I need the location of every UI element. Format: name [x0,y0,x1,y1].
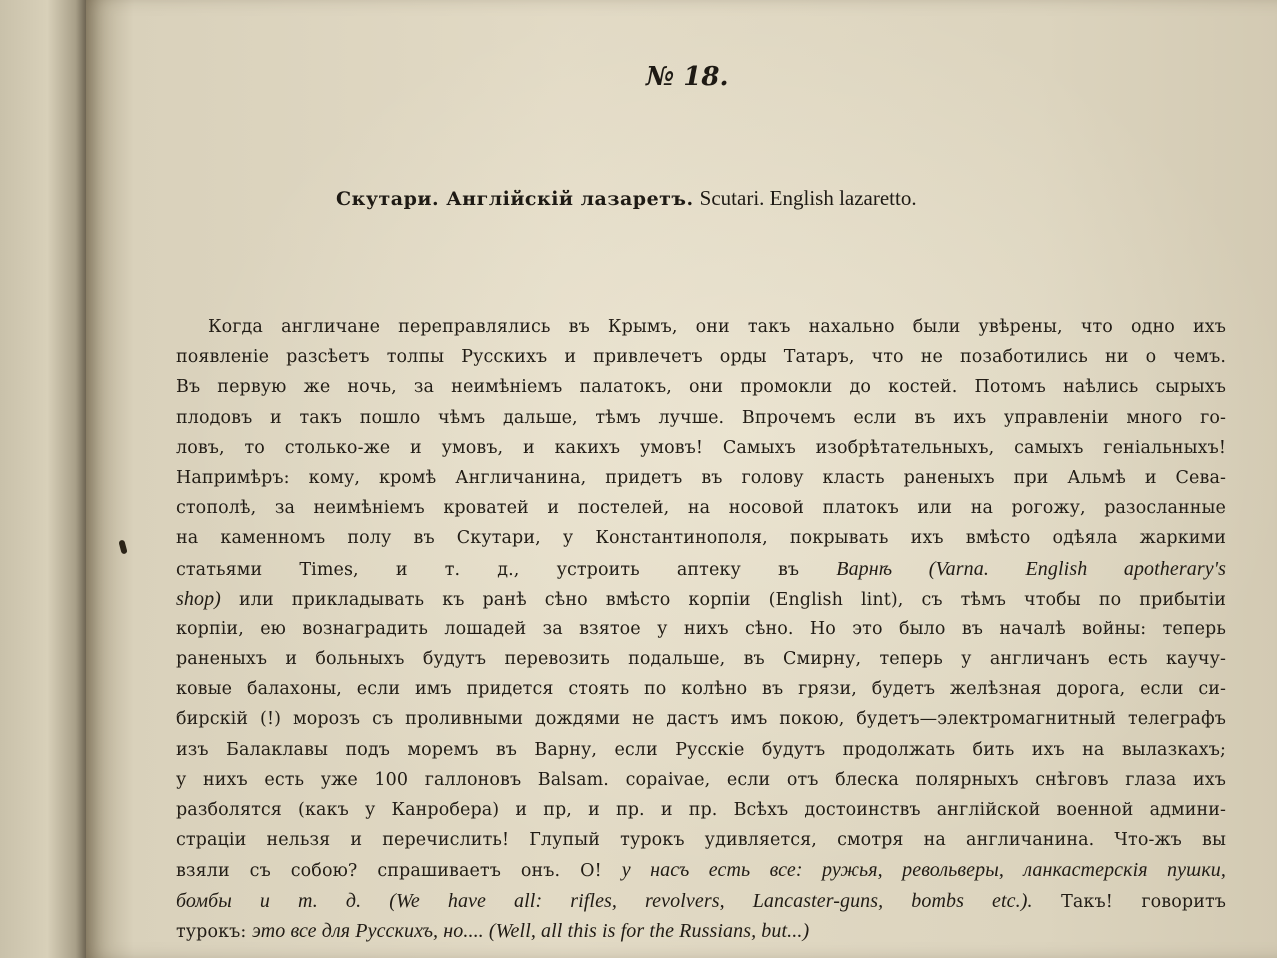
text-line [176,704,1226,734]
text-line [176,523,1226,553]
text-segment: у нихъ есть уже 100 галлоновъ Balsam. copaivae, если отъ блеска полярныхъ снѣговъ глаза ихъ [176,769,1226,790]
page-heading [336,186,1096,211]
body-text [176,312,1226,946]
italic-text: это все для Русскихъ, но.... (Well, all this is for the Russians, but...) [252,919,810,942]
text-segment: бирскій (!) морозъ съ проливными дождями не дастъ имъ покою, будетъ—электромагнитный телеграфъ [176,709,1226,730]
text-line [176,644,1226,674]
text-segment: Такъ! говоритъ [1032,891,1226,912]
text-line [176,372,1226,402]
text-line [176,342,1226,372]
text-segment: изъ Балаклавы подъ моремъ въ Варну, если Русскіе будутъ продолжать бить ихъ на вылазкахъ; [176,739,1226,760]
italic-text: shop) [176,587,221,610]
page-number: № 18. [646,62,729,92]
text-segment: взяли съ собою? спрашиваетъ онъ. О! [176,861,622,882]
heading-english: Scutari. English lazaretto. [699,186,917,210]
italic-text: Варнѣ (Varna. English apotherary's [836,557,1226,580]
italic-text: у насъ есть все: ружья, револьверы, ланкастерскія пушки, [621,859,1226,882]
previous-page-edge [0,0,86,958]
text-line [176,493,1226,523]
text-segment: Въ первую же ночь, за неимѣніемъ палатокъ, они промокли до костей. Потомъ наѣлись сырыхъ [176,377,1226,398]
text-segment: Напримѣръ: кому, кромѣ Англичанина, придетъ въ голову класть раненыхъ при Альмѣ и Сева- [176,467,1226,488]
text-line [176,674,1226,704]
text-line [176,735,1226,765]
text-line [176,312,1226,342]
italic-text: бомбы и т. д. (We have all: rifles, revolvers, Lancaster-guns, bombs etc.). [176,889,1033,912]
text-segment: статьями Times, и т. д., устроить аптеку въ [176,559,837,580]
text-segment: или прикладывать къ ранѣ сѣно вмѣсто корпіи (English lint), съ тѣмъ чтобы по прибытіи [220,589,1226,610]
text-segment: турокъ: [176,921,253,942]
text-segment: Когда англичане переправлялись въ Крымъ, они такъ нахально были увѣрены, что одно ихъ [208,317,1226,337]
text-line [176,825,1226,855]
text-segment: разболятся (какъ у Канробера) и пр, и пр. и пр. Всѣхъ достоинствъ англійской военной админи- [176,800,1226,820]
text-line [176,765,1226,795]
text-line [176,886,1226,916]
text-line [176,403,1226,433]
text-line [176,584,1226,614]
text-segment: стополѣ, за неимѣніемъ кроватей и постелей, на носовой платокъ или на рогожу, разосланные [176,498,1226,519]
text-line [176,916,1226,946]
text-segment: ковые балахоны, если имъ придется стоять по колѣно въ грязи, будетъ желѣзная дорога, если си- [176,679,1226,700]
text-segment: раненыхъ и больныхъ будутъ перевозить подальше, въ Смирну, теперь у англичанъ есть каучу- [176,649,1226,670]
text-line [176,463,1226,493]
heading-russian: Скутари. Англійскій лазаретъ. [336,188,694,210]
text-segment: появленіе разсѣетъ толпы Русскихъ и привлечетъ орды Татаръ, что не позаботились ни о чемъ. [176,347,1226,368]
text-line [176,433,1226,463]
text-segment: на каменномъ полу въ Скутари, у Константинополя, покрывать ихъ вмѣсто одѣяла жаркими [176,528,1226,549]
text-line [176,614,1226,644]
text-segment: ловъ, то столько-же и умовъ, и какихъ умовъ! Самыхъ изобрѣтательныхъ, самыхъ геніальныхъ! [176,437,1226,458]
text-segment: плодовъ и такъ пошло чѣмъ дальше, тѣмъ лучше. Впрочемъ если въ ихъ управленіи много го- [176,407,1226,428]
text-line [176,795,1226,825]
text-line [176,554,1226,584]
text-segment: страціи нельзя и перечислить! Глупый турокъ удивляется, смотря на англичанина. Что-жъ вы [176,830,1226,851]
text-segment: корпіи, ею вознаградить лошадей за взятое у нихъ сѣно. Но это было въ началѣ войны: теперь [176,618,1226,639]
text-line [176,855,1226,885]
ink-blot [118,539,127,554]
book-page [86,0,1277,958]
